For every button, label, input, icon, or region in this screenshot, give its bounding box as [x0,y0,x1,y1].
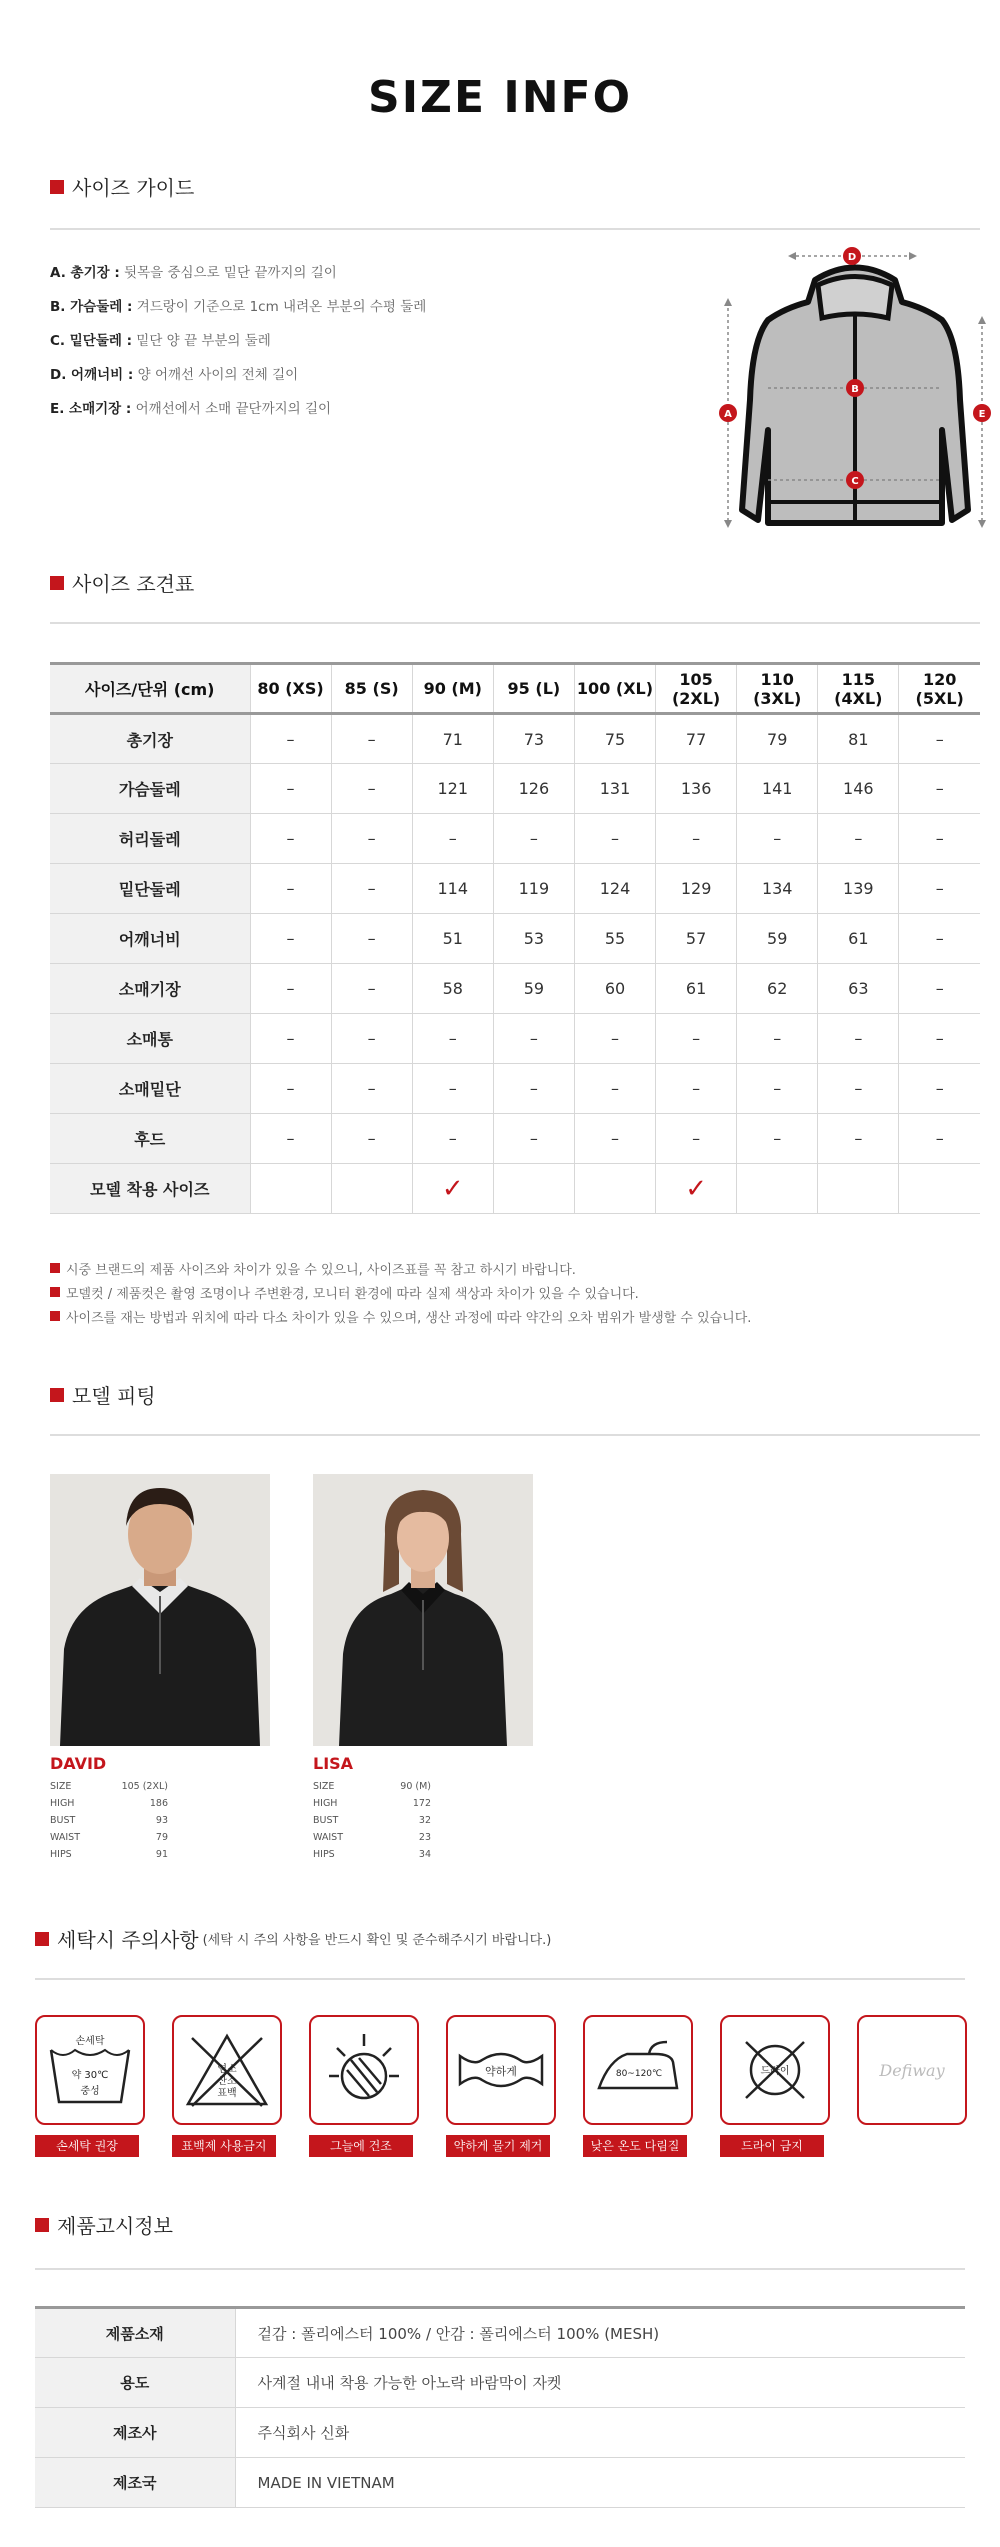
size-table-row [50,714,980,764]
size-cell: 63 [818,964,899,1014]
spec-key: HIPS [313,1849,335,1860]
size-cell: – [737,1064,818,1114]
size-cell: – [331,964,412,1014]
size-col-header: 115 (4XL) [818,664,899,714]
care-icon-box [446,2015,556,2125]
size-cell: – [250,1064,331,1114]
icon-caption: 드라이 [760,2066,790,2077]
marker-d-label: D [847,252,857,263]
note-item [50,1304,751,1328]
size-cell: 121 [412,764,493,814]
size-cell: – [250,1114,331,1164]
size-cell: – [331,714,412,764]
guide-item [50,296,426,330]
info-row [35,2308,965,2358]
info-value: MADE IN VIETNAM [235,2458,965,2508]
size-table-row [50,914,980,964]
guide-label: A. 총기장 : [50,265,120,281]
spec-value: 23 [418,1832,431,1843]
size-cell: – [250,814,331,864]
model-size-cell [818,1164,899,1214]
spec-key: BUST [313,1815,339,1826]
care-item-iron [583,2015,693,2157]
size-cell: – [899,764,980,814]
note-text: 시중 브랜드의 제품 사이즈와 차이가 있을 수 있으니, 사이즈표를 꼭 참고 하시기 바랍니다. [66,1262,576,1278]
spec-key: HIGH [50,1798,75,1809]
model-spec-row [50,1846,270,1863]
checkmark-icon: ✓ [685,1173,707,1204]
size-col-header: 105 (2XL) [656,664,737,714]
guide-desc: 어깨선에서 소매 끝단까지의 길이 [135,401,332,417]
spec-key: SIZE [313,1781,335,1792]
size-cell: – [412,1064,493,1114]
wring-gently-icon [456,2030,546,2110]
no-dry-clean-icon [730,2030,820,2110]
size-cell: 124 [574,864,655,914]
guide-desc: 겨드랑이 기준으로 1cm 내려온 부분의 수평 둘레 [136,299,427,315]
care-item-dry-shade [309,2015,419,2157]
size-cell: 81 [818,714,899,764]
model-card-lisa [313,1474,533,1863]
care-icon-box [720,2015,830,2125]
care-brand-logo [857,2015,967,2125]
size-cell: 61 [656,964,737,1014]
icon-caption: 중성 [80,2086,100,2097]
size-cell: 62 [737,964,818,1014]
info-value: 겉감 : 폴리에스터 100% / 안감 : 폴리에스터 100% (MESH) [235,2308,965,2358]
size-cell: – [331,1064,412,1114]
spec-value: 93 [155,1815,168,1826]
care-item-hand-wash [35,2015,145,2157]
care-icon-box [172,2015,282,2125]
size-cell: 55 [574,914,655,964]
size-cell: – [412,1114,493,1164]
model-spec-row [50,1795,270,1812]
size-cell: – [899,1014,980,1064]
guide-label: D. 어깨너비 : [50,367,134,383]
info-key: 제품소재 [35,2308,235,2358]
info-row [35,2408,965,2458]
care-heading [35,1924,551,1953]
spec-key: WAIST [313,1832,344,1843]
note-text: 사이즈를 재는 방법과 위치에 따라 다소 차이가 있을 수 있으며, 생산 과정에 따라 약간의 오차 범위가 발생할 수 있습니다. [66,1310,752,1326]
model-card-david [50,1474,270,1863]
size-cell: – [412,814,493,864]
size-cell: – [899,814,980,864]
spec-key: BUST [50,1815,76,1826]
guide-desc: 양 어깨선 사이의 전체 길이 [137,367,299,383]
size-col-header: 90 (M) [412,664,493,714]
size-table-row [50,814,980,864]
care-label: 낮은 온도 다림질 [583,2135,687,2157]
care-item-no-bleach [172,2015,282,2157]
row-label: 어깨너비 [50,914,250,964]
section-marker [50,576,64,590]
guide-item [50,330,426,364]
section-marker [50,180,64,194]
size-cell: – [331,914,412,964]
size-table-row [50,864,980,914]
size-table-row [50,1114,980,1164]
size-cell: 114 [412,864,493,914]
divider [50,1434,980,1436]
size-cell: – [493,1064,574,1114]
size-cell: – [250,1014,331,1064]
size-cell: – [250,914,331,964]
size-cell: – [656,1014,737,1064]
note-item [50,1280,751,1304]
divider [50,622,980,624]
spec-key: HIPS [50,1849,72,1860]
model-spec-row [50,1778,270,1795]
size-cell: – [818,1114,899,1164]
divider [50,228,980,230]
care-label: 드라이 금지 [720,2135,824,2157]
spec-value: 105 (2XL) [121,1781,168,1792]
row-label: 허리둘레 [50,814,250,864]
model-spec-row [313,1829,533,1846]
guide-item [50,398,426,432]
icon-caption: 80~120℃ [615,2069,663,2079]
model-size-row [50,1164,980,1214]
size-cell: – [574,1114,655,1164]
marker-e-label: E [978,409,986,420]
size-cell: – [493,814,574,864]
info-key: 용도 [35,2358,235,2408]
size-table-row [50,764,980,814]
size-cell: 71 [412,714,493,764]
model-size-cell [574,1164,655,1214]
marker-b-label: B [851,384,859,395]
size-cell: – [331,864,412,914]
row-label: 소매밑단 [50,1064,250,1114]
size-cell: 59 [493,964,574,1014]
model-spec-row [50,1812,270,1829]
care-icon-box [35,2015,145,2125]
model-photo-david [50,1474,270,1746]
row-label: 소매통 [50,1014,250,1064]
hand-wash-icon [45,2030,135,2110]
model-spec-row [313,1778,533,1795]
size-cell: – [331,1114,412,1164]
size-cell: 129 [656,864,737,914]
size-guide-heading-text: 사이즈 가이드 [72,176,195,200]
size-cell: – [331,764,412,814]
row-label: 밑단둘레 [50,864,250,914]
spec-key: SIZE [50,1781,72,1792]
model-name: LISA [313,1754,354,1773]
model-size-cell [412,1164,493,1214]
size-col-header: 100 (XL) [574,664,655,714]
marker-c-label: C [851,476,859,487]
size-cell: 146 [818,764,899,814]
size-cell: – [737,1014,818,1064]
care-icon-box [309,2015,419,2125]
care-label: 그늘에 건조 [309,2135,413,2157]
model-fitting-heading [50,1380,156,1409]
size-cell: – [818,814,899,864]
spec-value: 32 [418,1815,431,1826]
size-cell: 136 [656,764,737,814]
care-item-no-dry-clean [720,2015,830,2157]
size-cell: – [331,814,412,864]
info-key: 제조국 [35,2458,235,2508]
size-cell: – [250,714,331,764]
size-table-heading-text: 사이즈 조견표 [72,572,195,596]
model-spec-row [313,1812,533,1829]
model-size-cell [656,1164,737,1214]
size-cell: – [737,1114,818,1164]
icon-caption: 약 30℃ [71,2070,109,2081]
spec-key: HIGH [313,1798,338,1809]
spec-value: 79 [155,1832,168,1843]
row-label: 모델 착용 사이즈 [50,1164,250,1214]
size-table [50,662,980,1214]
size-cell: 79 [737,714,818,764]
note-bullet [50,1311,60,1321]
spec-key: WAIST [50,1832,81,1843]
size-col-header: 80 (XS) [250,664,331,714]
model-size-cell [331,1164,412,1214]
note-bullet [50,1287,60,1297]
size-cell: 57 [656,914,737,964]
size-cell: – [899,714,980,764]
guide-label: E. 소매기장 : [50,401,132,417]
size-cell: 75 [574,714,655,764]
size-cell: – [818,1014,899,1064]
size-cell: – [412,1014,493,1064]
size-cell: 73 [493,714,574,764]
size-cell: 126 [493,764,574,814]
size-cell: – [899,1114,980,1164]
care-subheading: (세탁 시 주의 사항을 반드시 확인 및 준수해주시기 바랍니다.) [202,1933,552,1948]
size-table-row [50,964,980,1014]
hood-shape [818,277,892,319]
guide-label: C. 밑단둘레 : [50,333,132,349]
brand-logo-box [857,2015,967,2125]
model-size-cell [250,1164,331,1214]
page-title: SIZE INFO [368,72,632,123]
model-spec-row [313,1846,533,1863]
divider [35,2268,965,2270]
model-size-cell [493,1164,574,1214]
row-label: 소매기장 [50,964,250,1014]
checkmark-icon: ✓ [441,1173,464,1204]
size-cell: – [899,1064,980,1114]
size-col-header: 110 (3XL) [737,664,818,714]
size-cell: 53 [493,914,574,964]
icon-caption: 산소 [217,2076,237,2087]
spec-value: 186 [149,1798,168,1809]
guide-desc: 밑단 양 끝 부분의 둘레 [136,333,271,349]
section-marker [50,1388,64,1402]
jacket-measure-diagram [710,240,1000,540]
product-info-heading-text: 제품고시정보 [57,2214,173,2238]
size-col-header: 120 (5XL) [899,664,980,714]
size-cell: – [331,1014,412,1064]
spec-value: 90 (M) [400,1781,431,1792]
size-cell: – [899,914,980,964]
no-bleach-icon [182,2030,272,2110]
size-cell: – [574,814,655,864]
size-cell: – [250,964,331,1014]
size-cell: 77 [656,714,737,764]
guide-item [50,364,426,398]
size-col-header: 85 (S) [331,664,412,714]
size-guide-list [50,262,426,432]
note-text: 모델컷 / 제품컷은 촬영 조명이나 주변환경, 모니터 환경에 따라 실제 색상과 차이가 있을 수 있습니다. [66,1286,639,1302]
product-info-table [35,2306,965,2508]
size-table-header-row [50,664,980,714]
product-info-heading [35,2210,173,2239]
care-label: 표백제 사용금지 [172,2135,276,2157]
info-row [35,2358,965,2408]
model-size-cell [899,1164,980,1214]
model-spec-row [313,1795,533,1812]
section-marker [35,2218,49,2232]
size-cell: 51 [412,914,493,964]
size-cell: – [737,814,818,864]
size-cell: – [656,1064,737,1114]
size-cell: – [818,1064,899,1114]
corner-cell: 사이즈/단위 (cm) [50,664,250,714]
size-cell: 61 [818,914,899,964]
size-cell: 139 [818,864,899,914]
marker-a-label: A [724,409,732,420]
size-table-heading [50,568,194,597]
size-cell: – [250,864,331,914]
model-size-cell [737,1164,818,1214]
size-cell: – [899,864,980,914]
info-key: 제조사 [35,2408,235,2458]
size-cell: – [493,1014,574,1064]
care-label: 약하게 물기 제거 [446,2135,550,2157]
size-cell: 119 [493,864,574,914]
size-cell: 134 [737,864,818,914]
size-cell: – [574,1064,655,1114]
model-fitting-heading-text: 모델 피팅 [72,1384,156,1408]
icon-caption: 표백 [217,2088,237,2099]
care-icon-box [583,2015,693,2125]
size-table-body [50,714,980,1214]
size-table-row [50,1064,980,1114]
size-cell: 60 [574,964,655,1014]
size-cell: – [656,814,737,864]
model-name: DAVID [50,1754,107,1773]
notes-list [50,1256,751,1328]
size-cell: – [899,964,980,1014]
size-cell: 59 [737,914,818,964]
icon-caption: 손세탁 [75,2036,105,2047]
icon-caption: 약하게 [485,2065,517,2078]
icon-caption: 염소 [217,2064,237,2075]
dry-in-shade-icon [319,2030,409,2110]
size-cell: – [250,764,331,814]
spec-value: 172 [412,1798,431,1809]
note-item [50,1256,751,1280]
size-cell: – [574,1014,655,1064]
info-value: 주식회사 신화 [235,2408,965,2458]
row-label: 총기장 [50,714,250,764]
size-cell: – [656,1114,737,1164]
low-iron-icon [593,2030,683,2110]
guide-item [50,262,426,296]
size-cell: 58 [412,964,493,1014]
care-label: 손세탁 권장 [35,2135,139,2157]
info-row [35,2458,965,2508]
size-cell: – [493,1114,574,1164]
care-item-wring [446,2015,556,2157]
size-col-header: 95 (L) [493,664,574,714]
guide-desc: 뒷목을 중심으로 밑단 끝까지의 길이 [124,265,337,281]
section-marker [35,1932,49,1946]
size-guide-heading [50,172,194,201]
brand-logo-text: Defiway [879,2060,945,2080]
note-bullet [50,1263,60,1273]
guide-label: B. 가슴둘레 : [50,299,133,315]
size-table-row [50,1014,980,1064]
info-value: 사계절 내내 착용 가능한 아노락 바람막이 자켓 [235,2358,965,2408]
row-label: 가슴둘레 [50,764,250,814]
divider [35,1978,965,1980]
size-cell: 141 [737,764,818,814]
care-heading-text: 세탁시 주의사항 [57,1928,199,1952]
model-spec-row [50,1829,270,1846]
size-cell: 131 [574,764,655,814]
row-label: 후드 [50,1114,250,1164]
model-photo-lisa [313,1474,533,1746]
spec-value: 91 [155,1849,168,1860]
spec-value: 34 [418,1849,431,1860]
